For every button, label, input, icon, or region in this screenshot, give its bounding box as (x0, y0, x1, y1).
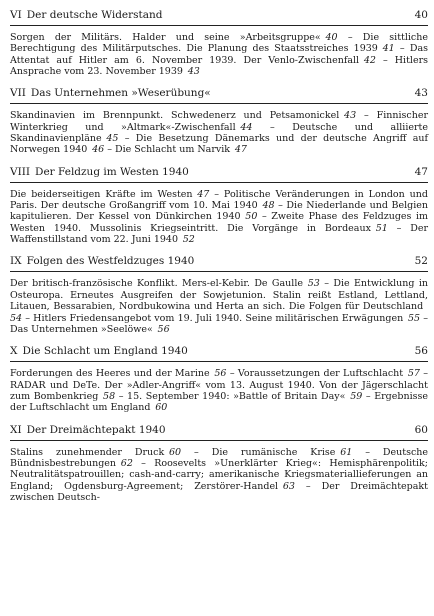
entry-page-number: 56 (157, 323, 170, 335)
entry-text: – Die Schlacht um Narvik (107, 144, 231, 156)
chapter-numeral: VII (10, 87, 26, 100)
entry-text: – Roosevelts »Unerklärter Krieg«: Hemisphärenpolitik; Neutralitätspatrouillen; cash-and-carry; amerikanische Kriegsmateriallieferungen an England; Ogdensburg-Agreement; Zerstörer-Handel (10, 457, 428, 492)
chapter-numeral: VIII (10, 165, 31, 178)
entry-text: – Finnischer Winterkrieg und »Altmark«-Zwischenfall (10, 110, 428, 133)
entry-text: – Deutsche Bündnisbestrebungen (10, 446, 429, 469)
chapter-page-number: 40 (411, 6, 428, 25)
entry-text: Der britisch-französische Konflikt. Mers-el-Kebir. De Gaulle (10, 278, 303, 290)
chapter-numeral: X (10, 345, 18, 358)
entry-text: – Ergebnisse der Luftschlacht um England (10, 390, 428, 414)
entry-text: Stalins zunehmender Druck (10, 446, 165, 458)
entry-page-number: 57 (407, 368, 420, 380)
entry-text: – 15. September 1940: »Battle of Britain Day« (118, 390, 346, 402)
entry-page-number: 60 (169, 446, 182, 458)
section-entries (10, 278, 428, 335)
section-entries (10, 447, 428, 504)
chapter-page-number: 47 (411, 163, 428, 182)
entry-text: Forderungen des Heeres und der Marine (10, 368, 210, 380)
entry-page-number: 48 (262, 200, 275, 212)
entry-text: – Die Besetzung Dänemarks und der deutsche Angriff auf Norwegen 1940 (10, 133, 428, 156)
toc-section (10, 84, 428, 155)
chapter-numeral: XI (10, 423, 22, 436)
chapter-page-number: 56 (411, 342, 428, 361)
toc-section (10, 163, 428, 246)
entry-text: – Die sittliche Berechtigung des Militärputsches. Die Planung des Staatsstreiches 1939 (10, 32, 428, 55)
chapter-page-number: 52 (411, 252, 428, 271)
entry-text: – Der Dreimächtepakt zwischen Deutsch- (10, 480, 428, 503)
entry-text: – Voraussetzungen der Luftschlacht (229, 368, 404, 380)
toc-section (10, 252, 428, 335)
entry-text: – Die Entwicklung in Osteuropa. Erneutes Ausgreifen der Sowjetunion. Stalin reißt Estland, Lettland, Litauen, Bessarabien, Nordbukowina und Herta an sich. Die Folgen für Deutschland (10, 278, 428, 313)
entry-text: – Die Niederlande und Belgien kapitulieren. Der Kessel von Dünkirchen 1940 (10, 200, 428, 223)
chapter-title: Die Schlacht um England 1940 (22, 345, 188, 358)
section-entries (10, 110, 428, 155)
entry-text: Die beiderseitigen Kräfte im Westen (10, 188, 193, 200)
entry-text: – Politische Veränderungen in London und Paris. Der deutsche Großangriff vom 10. Mai 1940 (10, 188, 428, 212)
entry-text: – Der Waffenstillstand vom 22. Juni 1940 (10, 222, 428, 246)
entry-page-number: 55 (407, 312, 421, 324)
chapter-title: Der Dreimächtepakt 1940 (26, 423, 166, 436)
entry-page-number: 42 (363, 54, 376, 66)
entry-page-number: 41 (382, 43, 395, 55)
entry-text: Skandinavien im Brennpunkt. Schwedenerz und Petsamonickel (10, 110, 340, 122)
section-heading (10, 252, 428, 272)
toc-section (10, 6, 428, 77)
section-heading (10, 6, 428, 26)
chapter-title: Folgen des Westfeldzuges 1940 (26, 255, 195, 268)
chapter-page-number: 43 (411, 84, 428, 103)
entry-text: – Hitlers Friedensangebot vom 19. Juli 1940. Seine militärischen Erwägungen (25, 312, 404, 324)
section-heading (10, 342, 428, 362)
entry-page-number: 47 (234, 144, 247, 156)
entry-page-number: 54 (10, 312, 23, 324)
entry-page-number: 61 (340, 446, 353, 458)
chapter-title: Der deutsche Widerstand (26, 9, 163, 21)
section-heading (10, 163, 428, 183)
section-entries (10, 32, 428, 77)
entry-page-number: 44 (240, 121, 253, 133)
section-entries (10, 368, 428, 413)
entry-page-number: 43 (344, 110, 357, 122)
chapter-numeral: IX (10, 255, 22, 268)
chapter-page-number: 60 (411, 421, 428, 440)
section-heading (10, 421, 428, 441)
entry-text: – Hitlers Ansprache vom 23. November 1939 (10, 54, 428, 78)
entry-page-number: 53 (307, 278, 320, 290)
entry-page-number: 59 (350, 390, 363, 402)
entry-text: – RADAR und DeTe. Der »Adler-Angriff« vom 13. August 1940. Von der Jägerschlacht zum Bombenkrieg (10, 368, 428, 402)
entry-page-number: 52 (182, 234, 195, 246)
entry-page-number: 58 (103, 390, 116, 402)
entry-page-number: 60 (155, 402, 168, 414)
chapter-title: Der Feldzug im Westen 1940 (35, 165, 189, 178)
entry-page-number: 63 (282, 480, 295, 492)
entry-page-number: 40 (325, 32, 338, 43)
entry-text: – Das Attentat auf Hitler am 6. November 1939. Der Venlo-Zwischenfall (10, 43, 428, 66)
chapter-title: Das Unternehmen »Weserübung« (30, 87, 211, 100)
entry-page-number: 62 (120, 457, 133, 469)
entry-text: – Das Unternehmen »Seelöwe« (10, 312, 428, 335)
entry-text: Sorgen der Militärs. Halder und seine »Arbeitsgruppe« (10, 32, 321, 43)
toc-section (10, 421, 428, 504)
entry-text: – Die rumänische Krise (194, 446, 336, 458)
entry-page-number: 50 (245, 211, 258, 223)
entry-page-number: 47 (197, 188, 210, 200)
entry-text: – Deutsche und alliierte Skandinavienpläne (10, 121, 428, 145)
section-heading (10, 84, 428, 104)
section-entries (10, 189, 428, 246)
entry-page-number: 46 (92, 144, 105, 156)
entry-page-number: 51 (375, 222, 388, 234)
entry-page-number: 45 (106, 133, 119, 145)
entry-page-number: 43 (187, 66, 200, 78)
chapter-numeral: VI (10, 9, 22, 21)
toc-section (10, 342, 428, 413)
entry-page-number: 56 (214, 368, 227, 380)
entry-text: – Zweite Phase des Feldzuges im Westen 1940. Mussolinis Kriegseintritt. Die Vorgänge in Bordeaux (10, 211, 428, 234)
